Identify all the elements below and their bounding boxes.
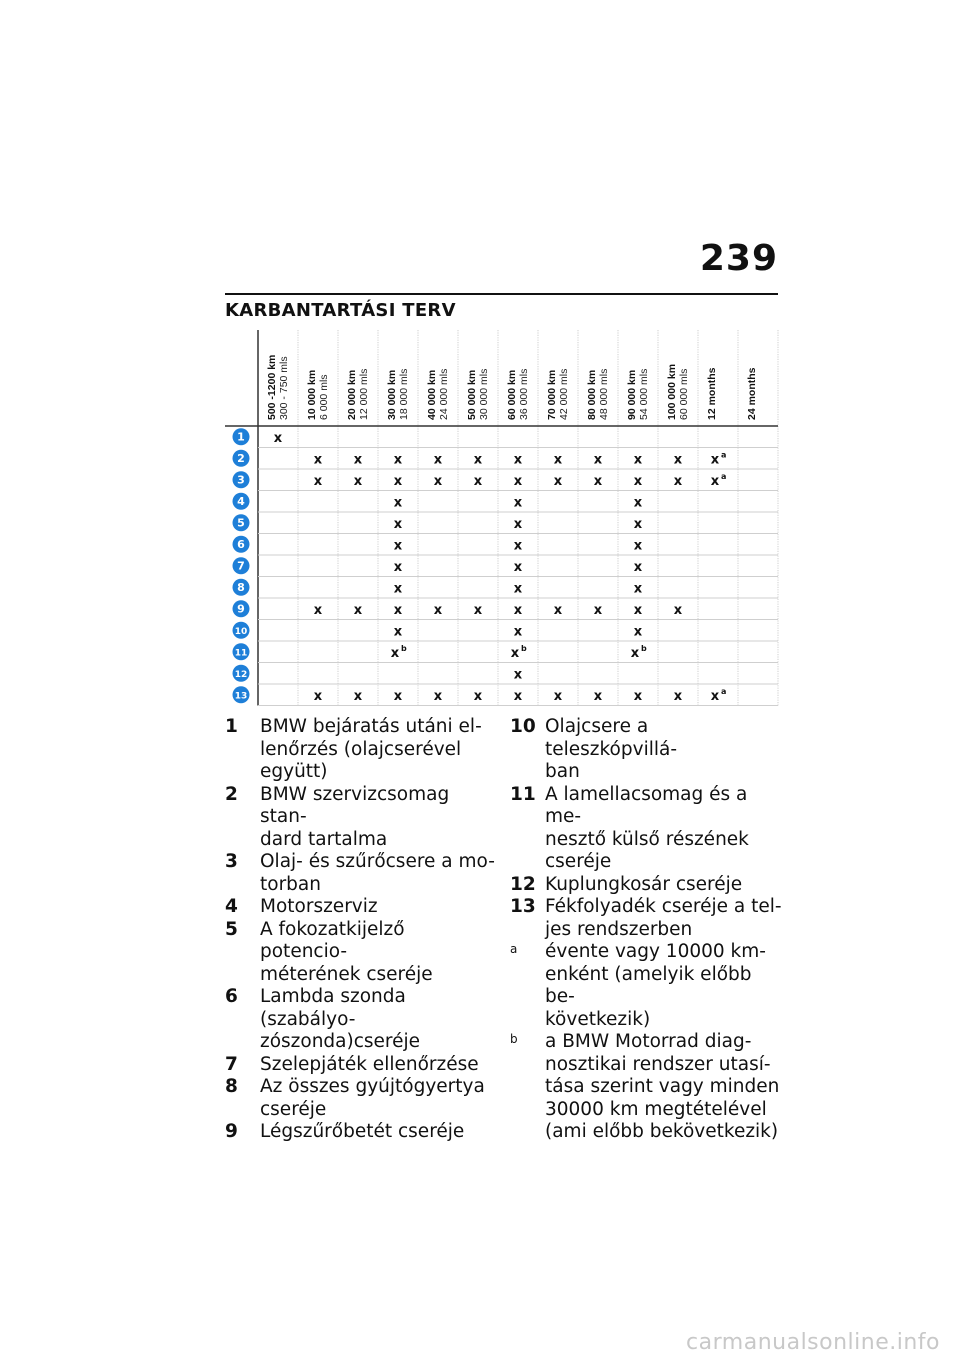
service-mark: x (513, 667, 523, 683)
legend-item (510, 716, 785, 784)
service-mark: x (633, 581, 643, 597)
legend-number: 12 (510, 873, 536, 895)
column-header-miles: 6 000 mls (318, 374, 330, 420)
legend-line: lenőrzés (olajcserével (260, 738, 462, 760)
service-mark-footnote: a (721, 450, 727, 460)
title-rule (225, 293, 778, 295)
column-header-miles: 54 000 mls (638, 368, 650, 420)
service-mark: x (513, 516, 523, 532)
service-mark: x (710, 452, 720, 468)
legend-line: A lamellacsomag és a me- (545, 783, 748, 827)
legend-line: dard tartalma (260, 828, 388, 850)
legend-line: Olajcsere a teleszkópvillá- (545, 716, 678, 760)
legend-text (545, 1031, 785, 1144)
service-mark: x (513, 473, 523, 489)
service-mark: x (393, 688, 403, 704)
service-mark: x (433, 452, 443, 468)
column-header-interval: 70 000 km (546, 369, 558, 420)
column-header-interval: 80 000 km (586, 369, 598, 420)
service-mark: x (393, 624, 403, 640)
legend-item (510, 784, 785, 874)
legend-item (510, 874, 785, 897)
legend-line: együtt) (260, 761, 328, 782)
service-mark: x (633, 624, 643, 640)
row-number: 10 (234, 627, 248, 638)
service-mark: x (633, 559, 643, 575)
legend-number: 6 (225, 986, 238, 1007)
service-mark: x (473, 473, 483, 489)
service-mark: x (313, 688, 323, 704)
service-mark: x (513, 688, 523, 704)
legend-number: 2 (225, 783, 238, 805)
legend-line: a BMW Motorrad diag- (545, 1031, 752, 1052)
row-number: 7 (237, 559, 245, 573)
row-number: 6 (237, 538, 245, 552)
legend-line: BMW szervizcsomag stan- (260, 783, 450, 827)
legend-line: torban (260, 873, 321, 895)
column-header-miles: 18 000 mls (398, 368, 410, 420)
legend-text (260, 784, 495, 852)
legend-line: zószonda)cseréje (260, 1031, 421, 1052)
legend-line: Lambda szonda (szabályo- (260, 986, 406, 1030)
legend-line: Fékfolyadék cseréje a tel- (545, 896, 782, 917)
legend-text (545, 716, 785, 784)
legend-line: következik) (545, 1008, 651, 1030)
legend-item (510, 941, 785, 1031)
service-mark-footnote: a (721, 471, 727, 481)
column-header-miles: 60 000 mls (678, 368, 690, 420)
service-mark: x (633, 602, 643, 618)
column-header-interval: 50 000 km (466, 369, 478, 420)
service-mark: x (393, 473, 403, 489)
service-mark: x (390, 645, 400, 661)
service-mark: x (393, 516, 403, 532)
service-mark: x (393, 538, 403, 554)
legend-line: Szelepjáték ellenőrzése (260, 1053, 479, 1075)
legend-text (260, 986, 495, 1054)
legend-number: 11 (510, 783, 536, 805)
service-mark: x (353, 473, 363, 489)
column-header-interval: 100 000 km (666, 363, 678, 420)
service-mark: x (673, 602, 683, 618)
service-mark: x (673, 688, 683, 704)
legend-text (545, 784, 785, 874)
column-header-miles: 300 - 750 mls (278, 356, 290, 420)
service-mark: x (633, 452, 643, 468)
legend-line: ban (545, 761, 580, 782)
service-mark: x (633, 538, 643, 554)
legend-number: a (510, 942, 518, 956)
service-mark: x (593, 473, 603, 489)
legend-line: (ami előbb bekövetkezik) (545, 1121, 779, 1142)
service-mark: x (593, 602, 603, 618)
row-number: 11 (234, 648, 248, 659)
service-mark: x (553, 688, 563, 704)
service-mark: x (433, 602, 443, 618)
legend-line: cseréje (545, 851, 612, 872)
service-mark: x (273, 430, 283, 446)
service-mark: x (313, 473, 323, 489)
legend-line: Motorszerviz (260, 896, 378, 917)
service-mark: x (513, 495, 523, 511)
service-mark: x (433, 473, 443, 489)
legend-number: 3 (225, 851, 238, 872)
section-title: KARBANTARTÁSI TERV (225, 300, 456, 321)
legend-line: 30000 km megtételével (545, 1098, 767, 1120)
service-mark: x (393, 602, 403, 618)
service-mark: x (393, 452, 403, 468)
row-number: 9 (237, 602, 245, 616)
column-header-miles: 48 000 mls (598, 368, 610, 420)
row-number: 13 (234, 691, 248, 702)
service-mark: x (673, 473, 683, 489)
row-number: 3 (237, 473, 245, 487)
service-mark: x (673, 452, 683, 468)
column-header-miles: 12 000 mls (358, 368, 370, 420)
page-number: 239 (699, 238, 778, 279)
legend-item (225, 1076, 495, 1121)
column-header-interval: 30 000 km (386, 369, 398, 420)
service-mark: x (513, 602, 523, 618)
service-mark: x (313, 602, 323, 618)
service-mark: x (630, 645, 640, 661)
service-mark: x (633, 473, 643, 489)
service-mark: x (393, 495, 403, 511)
column-header-miles: 30 000 mls (478, 368, 490, 420)
watermark: carmanualsonline.info (686, 1330, 940, 1355)
service-mark: x (710, 688, 720, 704)
legend-text (260, 896, 495, 919)
legend-item (225, 716, 495, 784)
service-mark: x (473, 688, 483, 704)
column-header-miles: 42 000 mls (558, 368, 570, 420)
service-mark: x (510, 645, 520, 661)
service-mark: x (553, 602, 563, 618)
legend-text (260, 919, 495, 987)
legend-item (225, 851, 495, 896)
legend-item (225, 784, 495, 852)
legend-number: 9 (225, 1121, 238, 1142)
row-number: 2 (237, 452, 245, 466)
legend-number: 1 (225, 716, 238, 737)
service-mark: x (473, 452, 483, 468)
legend-number: 10 (510, 716, 536, 737)
row-number: 12 (234, 670, 248, 681)
legend-text (260, 851, 495, 896)
column-header-interval: 500 -1200 km (266, 354, 278, 420)
service-mark-footnote: a (721, 686, 727, 696)
column-header-interval: 60 000 km (506, 369, 518, 420)
service-mark: x (593, 452, 603, 468)
column-header-interval: 10 000 km (306, 369, 318, 420)
legend-item (510, 1031, 785, 1144)
legend-text (545, 896, 785, 941)
column-header-interval: 40 000 km (426, 369, 438, 420)
legend-line: Olaj- és szűrőcsere a mo- (260, 851, 495, 872)
legend-text (260, 1121, 495, 1144)
column-header-interval: 24 months (746, 367, 758, 420)
legend-line: Az összes gyújtógyertya (260, 1076, 485, 1097)
legend-line: BMW bejáratás utáni el- (260, 716, 482, 737)
legend-text (260, 716, 495, 784)
legend-number: 7 (225, 1053, 238, 1075)
legend-line: cseréje (260, 1098, 327, 1120)
service-mark: x (353, 452, 363, 468)
row-number: 8 (237, 581, 245, 595)
legend-right-column (510, 716, 785, 1144)
legend-number: 8 (225, 1076, 238, 1097)
service-mark: x (513, 452, 523, 468)
legend-line: jes rendszerben (545, 918, 693, 940)
legend-item (225, 1121, 495, 1144)
column-header-interval: 12 months (706, 367, 718, 420)
legend-line: Légszűrőbetét cseréje (260, 1121, 465, 1142)
legend-number: 13 (510, 896, 536, 917)
legend-text (545, 874, 785, 897)
row-number: 5 (237, 516, 245, 530)
legend-line: A fokozatkijelző potencio- (260, 918, 405, 962)
service-mark: x (513, 581, 523, 597)
legend-item (225, 919, 495, 987)
service-mark: x (393, 559, 403, 575)
legend-line: Kuplungkosár cseréje (545, 873, 743, 895)
service-mark: x (513, 538, 523, 554)
service-mark: x (513, 624, 523, 640)
service-mark: x (633, 495, 643, 511)
column-header-miles: 24 000 mls (438, 368, 450, 420)
service-mark-footnote: b (521, 643, 527, 653)
service-mark: x (353, 688, 363, 704)
column-header-interval: 90 000 km (626, 369, 638, 420)
column-header-miles: 36 000 mls (518, 368, 530, 420)
legend-item (510, 896, 785, 941)
legend-line: tása szerint vagy minden (545, 1076, 780, 1097)
service-mark: x (353, 602, 363, 618)
legend-text (260, 1054, 495, 1077)
service-mark: x (473, 602, 483, 618)
legend-number: 5 (225, 918, 238, 940)
legend-number: 4 (225, 896, 238, 917)
service-mark: x (633, 688, 643, 704)
service-mark: x (633, 516, 643, 532)
legend-line: nosztikai rendszer utasí- (545, 1053, 771, 1075)
service-mark: x (710, 473, 720, 489)
legend-item (225, 986, 495, 1054)
service-mark: x (393, 581, 403, 597)
legend-text (260, 1076, 495, 1121)
column-header-interval: 20 000 km (346, 369, 358, 420)
service-mark: x (433, 688, 443, 704)
legend-item (225, 1054, 495, 1077)
service-mark: x (313, 452, 323, 468)
legend-left-column (225, 716, 495, 1144)
row-number: 4 (237, 495, 245, 509)
row-number: 1 (237, 430, 245, 444)
service-mark: x (593, 688, 603, 704)
legend-item (225, 896, 495, 919)
legend-line: évente vagy 10000 km- (545, 941, 766, 962)
maintenance-schedule-table (225, 330, 780, 710)
legend-text (545, 941, 785, 1031)
service-mark-footnote: b (401, 643, 407, 653)
legend-line: méterének cseréje (260, 963, 433, 985)
service-mark: x (513, 559, 523, 575)
legend-number: b (510, 1032, 518, 1046)
service-mark: x (553, 452, 563, 468)
legend-line: enként (amelyik előbb be- (545, 963, 752, 1007)
service-mark: x (553, 473, 563, 489)
service-mark-footnote: b (641, 643, 647, 653)
legend-line: nesztő külső részének (545, 828, 749, 850)
